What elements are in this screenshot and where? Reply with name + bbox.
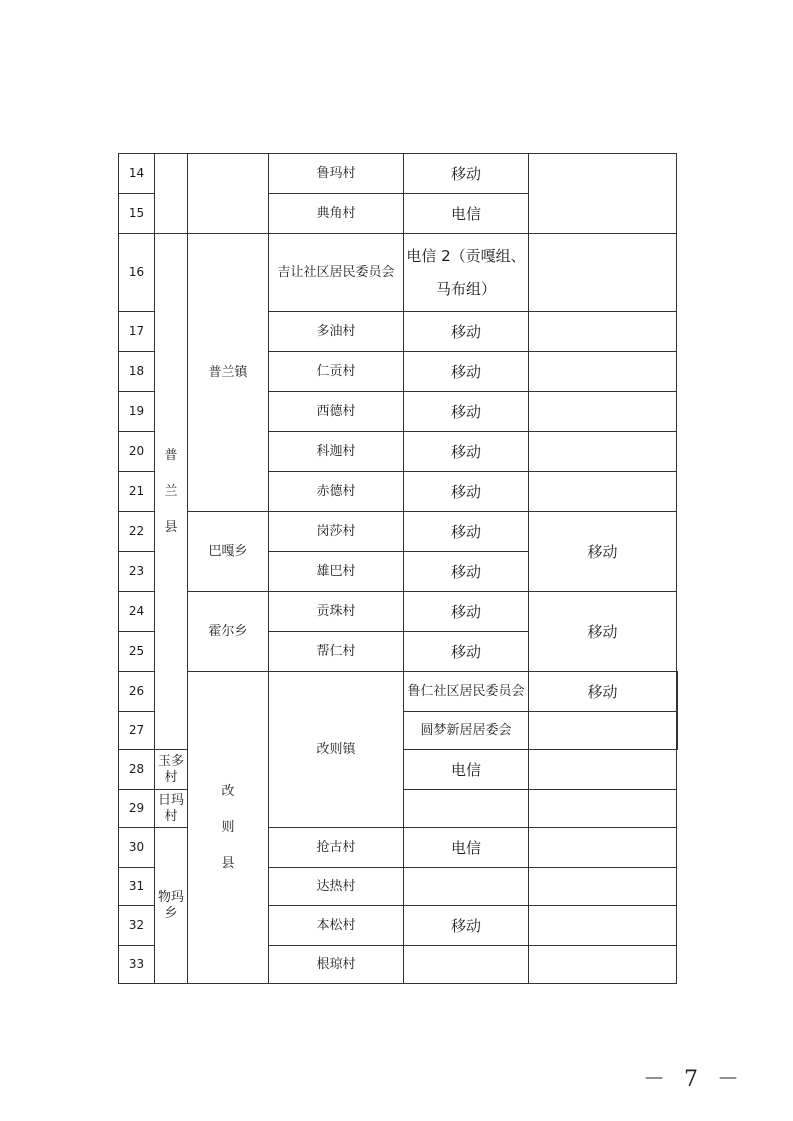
service-provider: 电信 (404, 750, 529, 790)
service-provider: 移动 (404, 906, 529, 946)
extra-cell (529, 392, 677, 432)
service-provider: 移动 (404, 154, 529, 194)
county-char: 县 (164, 519, 178, 535)
row-number: 26 (119, 672, 155, 712)
row-number: 27 (119, 712, 155, 750)
village-name: 贡珠村 (269, 592, 404, 632)
service-provider: 移动 (404, 512, 529, 552)
row-number: 17 (119, 312, 155, 352)
extra-cell (529, 906, 677, 946)
table-row (119, 512, 678, 552)
row-number: 28 (119, 750, 155, 790)
village-name: 圆梦新居居委会 (404, 712, 529, 750)
extra-service-huoer: 移动 (529, 592, 677, 672)
row-number: 30 (119, 828, 155, 868)
service-provider (404, 790, 529, 828)
village-name: 科迦村 (269, 432, 404, 472)
row-number: 33 (119, 946, 155, 984)
page-number: － 7 － (643, 1067, 745, 1092)
table-row (119, 234, 678, 312)
extra-cell (529, 154, 677, 234)
service-provider: 移动 (404, 432, 529, 472)
service-provider: 移动 (404, 472, 529, 512)
township-huoer: 霍尔乡 (188, 592, 269, 672)
village-name: 雄巴村 (269, 552, 404, 592)
row-number: 20 (119, 432, 155, 472)
table-row (119, 592, 678, 632)
service-provider: 电信 (404, 828, 529, 868)
service-provider: 移动 (404, 552, 529, 592)
row-number: 31 (119, 868, 155, 906)
county-char: 兰 (164, 483, 178, 499)
row-number: 14 (119, 154, 155, 194)
village-name: 根琼村 (269, 946, 404, 984)
row-number: 18 (119, 352, 155, 392)
table-row (119, 672, 678, 712)
service-provider: 移动 (404, 312, 529, 352)
county-char: 县 (221, 855, 235, 871)
service-provider (404, 868, 529, 906)
row-number: 32 (119, 906, 155, 946)
village-name: 岗莎村 (269, 512, 404, 552)
table-row (119, 154, 678, 194)
village-name: 赤德村 (269, 472, 404, 512)
service-provider: 移动 (404, 352, 529, 392)
village-name: 帮仁村 (269, 632, 404, 672)
village-name: 仁贡村 (269, 352, 404, 392)
township-wuma: 物玛乡 (155, 828, 188, 984)
county-cell-pulan (155, 234, 188, 750)
service-provider: 移动 (404, 632, 529, 672)
row-number: 23 (119, 552, 155, 592)
row-number: 15 (119, 194, 155, 234)
village-name: 多油村 (269, 312, 404, 352)
county-char: 改 (221, 783, 235, 799)
village-name: 达热村 (269, 868, 404, 906)
extra-cell (677, 712, 678, 750)
service-provider (529, 712, 677, 750)
village-name: 鲁玛村 (269, 154, 404, 194)
extra-cell (529, 946, 677, 984)
row-number: 16 (119, 234, 155, 312)
township-baga: 巴嘎乡 (188, 512, 269, 592)
extra-cell (529, 472, 677, 512)
row-number: 29 (119, 790, 155, 828)
township-pulan-town: 普兰镇 (188, 234, 269, 512)
village-name: 本松村 (269, 906, 404, 946)
service-provider: 电信 (404, 194, 529, 234)
service-provider (404, 946, 529, 984)
service-line: 电信 2（贡嘎组、 (406, 246, 526, 265)
extra-cell (529, 432, 677, 472)
service-provider (404, 234, 529, 312)
village-name: 西德村 (269, 392, 404, 432)
extra-cell (529, 750, 677, 790)
extra-cell (529, 790, 677, 828)
row-number: 19 (119, 392, 155, 432)
township-gaize-town: 改则镇 (269, 672, 404, 828)
village-name: 玉多村 (155, 750, 188, 790)
row-number: 25 (119, 632, 155, 672)
village-name: 抢古村 (269, 828, 404, 868)
row-number: 21 (119, 472, 155, 512)
township-cell-empty (188, 154, 269, 234)
extra-cell (529, 234, 677, 312)
county-cell-gaize (188, 672, 269, 984)
extra-service-baga: 移动 (529, 512, 677, 592)
service-provider: 移动 (529, 672, 677, 712)
extra-cell (529, 312, 677, 352)
row-number: 24 (119, 592, 155, 632)
service-line: 马布组） (435, 279, 496, 298)
county-char: 则 (221, 819, 235, 835)
village-name: 典角村 (269, 194, 404, 234)
village-name: 日玛村 (155, 790, 188, 828)
extra-cell (529, 868, 677, 906)
village-name: 鲁仁社区居民委员会 (404, 672, 529, 712)
village-name: 吉让社区居民委员会 (269, 234, 404, 312)
service-provider: 移动 (404, 592, 529, 632)
coverage-table (118, 153, 678, 984)
row-number: 22 (119, 512, 155, 552)
extra-cell (529, 352, 677, 392)
county-cell-empty (155, 154, 188, 234)
extra-cell (677, 672, 678, 712)
extra-cell (529, 828, 677, 868)
county-char: 普 (164, 447, 178, 463)
service-provider: 移动 (404, 392, 529, 432)
